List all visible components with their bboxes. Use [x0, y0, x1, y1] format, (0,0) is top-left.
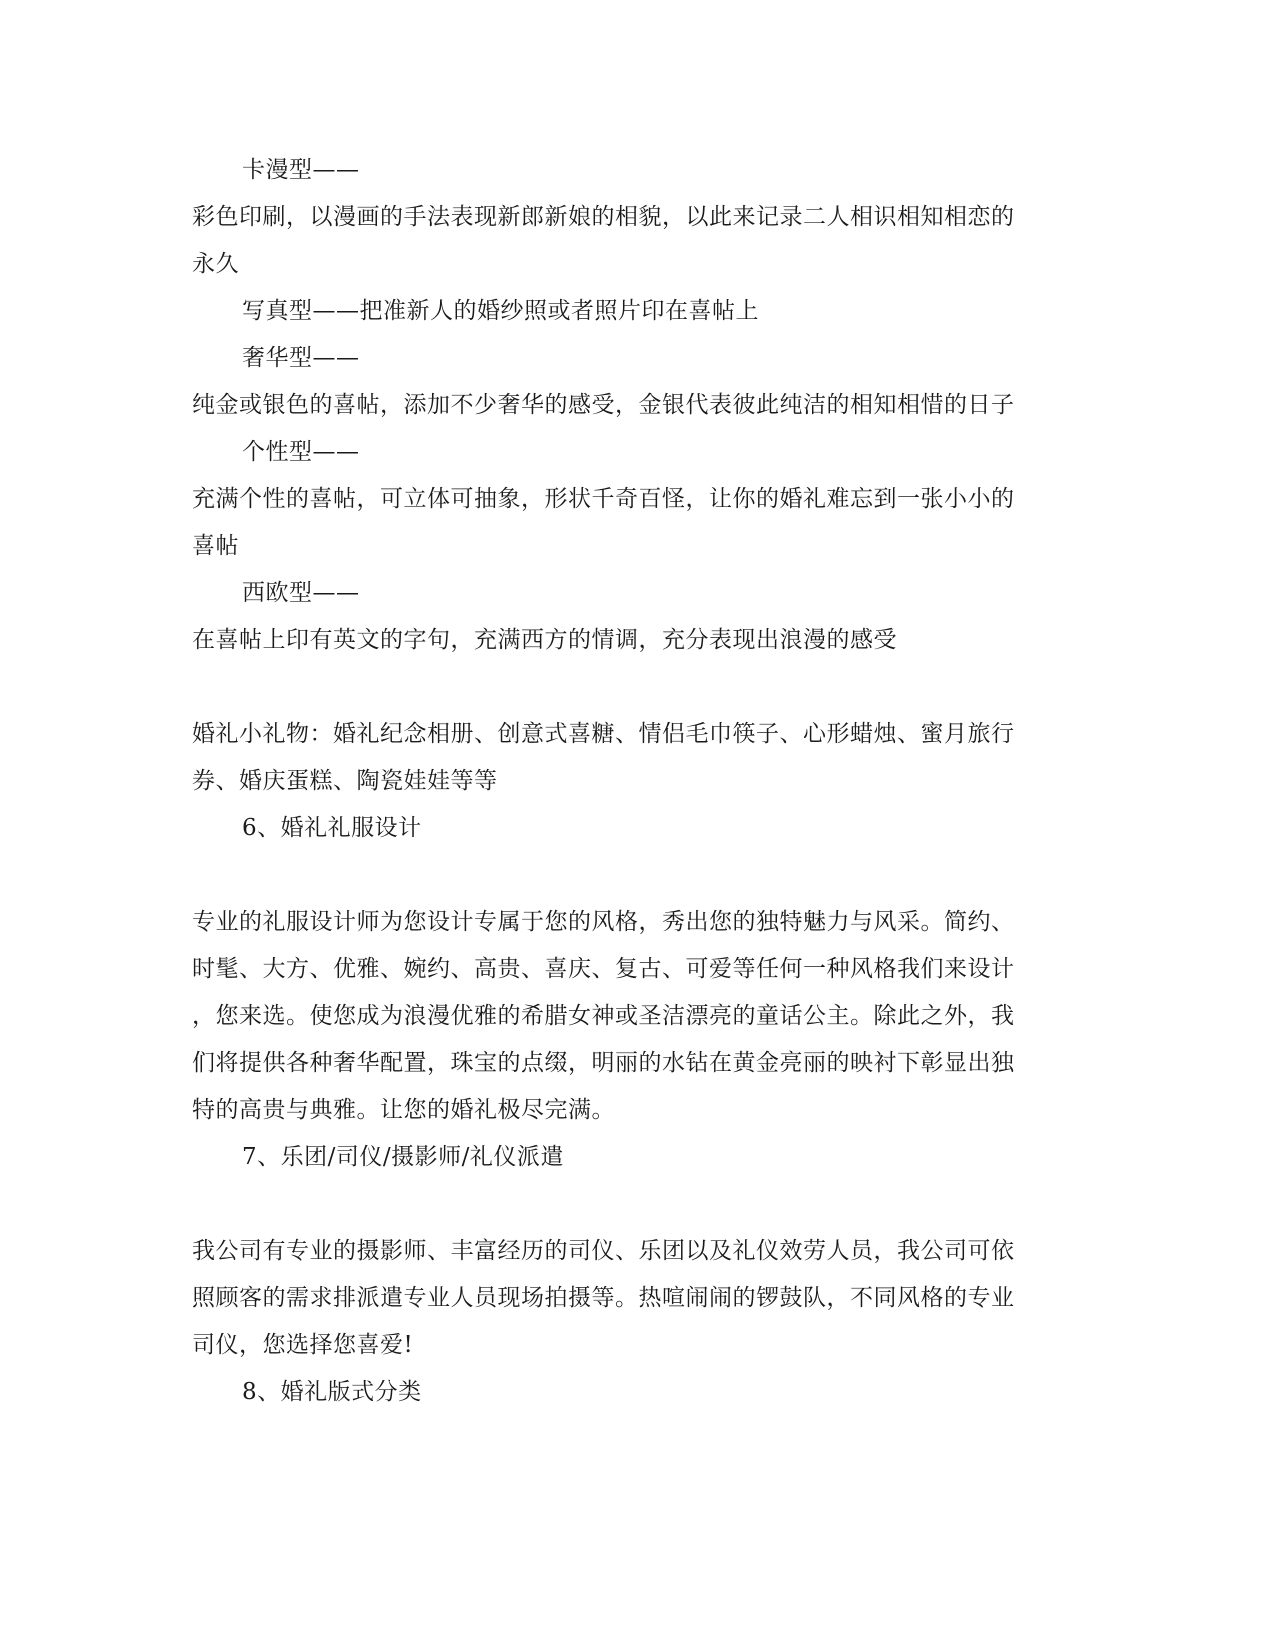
paragraph-line: 在喜帖上印有英文的字句，充满西方的情调，充分表现出浪漫的感受 [192, 627, 897, 653]
paragraph-line: 时髦、大方、优雅、婉约、高贵、喜庆、复古、可爱等任何一种风格我们来设计 [192, 956, 1015, 982]
heading-photo-type: 写真型——把准新人的婚纱照或者照片印在喜帖上 [242, 298, 759, 324]
paragraph-line: 特的高贵与典雅。让您的婚礼极尽完满。 [192, 1097, 615, 1123]
heading-western-type: 西欧型—— [242, 580, 360, 606]
section-heading-6: 6、婚礼礼服设计 [242, 815, 422, 841]
paragraph-line: 喜帖 [192, 533, 239, 559]
section-heading-8: 8、婚礼版式分类 [242, 1379, 422, 1405]
paragraph-line: 彩色印刷，以漫画的手法表现新郎新娘的相貌，以此来记录二人相识相知相恋的 [192, 204, 1015, 230]
paragraph-line: 充满个性的喜帖，可立体可抽象，形状千奇百怪，让你的婚礼难忘到一张小小的 [192, 486, 1015, 512]
paragraph-line: 我公司有专业的摄影师、丰富经历的司仪、乐团以及礼仪效劳人员，我公司可依 [192, 1238, 1015, 1264]
paragraph-line: 券、婚庆蛋糕、陶瓷娃娃等等 [192, 768, 498, 794]
paragraph-line: 照顾客的需求排派遣专业人员现场拍摄等。热喧闹闹的锣鼓队，不同风格的专业 [192, 1285, 1015, 1311]
paragraph-line: 们将提供各种奢华配置，珠宝的点缀，明丽的水钻在黄金亮丽的映衬下彰显出独 [192, 1050, 1015, 1076]
paragraph-line: ，您来选。使您成为浪漫优雅的希腊女神或圣洁漂亮的童话公主。除此之外，我 [192, 1003, 1015, 1029]
paragraph-line: 司仪，您选择您喜爱! [192, 1332, 414, 1358]
heading-cartoon-type: 卡漫型—— [242, 157, 360, 183]
paragraph-line: 永久 [192, 251, 239, 277]
paragraph-line: 婚礼小礼物：婚礼纪念相册、创意式喜糖、情侣毛巾筷子、心形蜡烛、蜜月旅行 [192, 721, 1015, 747]
heading-personality-type: 个性型—— [242, 439, 360, 465]
section-heading-7: 7、乐团/司仪/摄影师/礼仪派遣 [242, 1144, 564, 1170]
paragraph-line: 纯金或银色的喜帖，添加不少奢华的感受，金银代表彼此纯洁的相知相惜的日子 [192, 392, 1015, 418]
heading-luxury-type: 奢华型—— [242, 345, 360, 371]
paragraph-line: 专业的礼服设计师为您设计专属于您的风格，秀出您的独特魅力与风采。简约、 [192, 909, 1015, 935]
